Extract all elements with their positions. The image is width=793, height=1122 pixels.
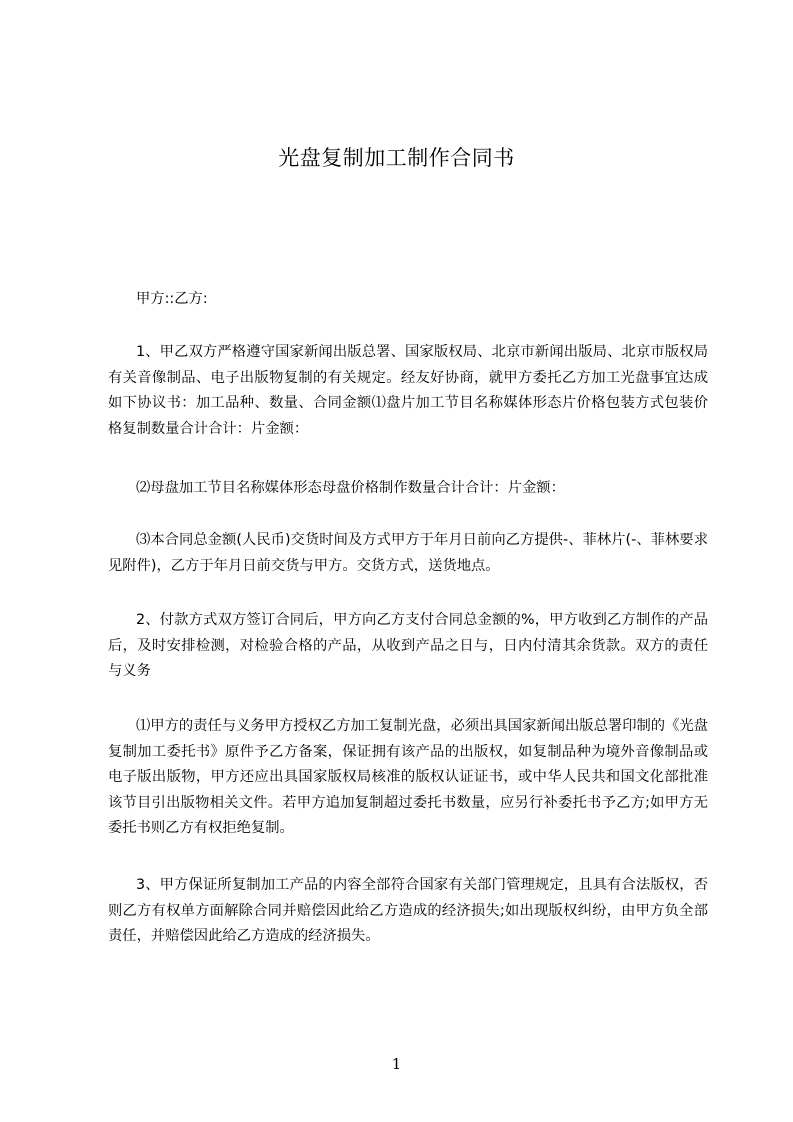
paragraph-party-a-duties: ⑴甲方的责任与义务甲方授权乙方加工复制光盘，必须出具国家新闻出版总署印制的《光盘复制加工委托书》原件予乙方备案，保证拥有该产品的出版权，如复制品种为境外音像制品或电子版出版物，甲方还应出具国家版权局核准的版权认证证书，或中华人民共和国文化部批准该节目引出版物相关文件。若甲方追加复制超过委托书数量，应另行补委托书予乙方;如甲方无委托书则乙方有权拒绝复制。 [108, 718, 708, 836]
paragraph-payment: 2、付款方式双方签订合同后，甲方向乙方支付合同总金额的%，甲方收到乙方制作的产品后，及时安排检测，对检验合格的产品，从收到产品之日与，日内付清其余货款。双方的责任与义务 [108, 612, 708, 679]
paragraph-master-disc: ⑵母盘加工节目名称媒体形态母盘价格制作数量合计合计：片金额： [136, 480, 565, 496]
page-number: 1 [391, 1055, 402, 1073]
paragraph-regulations: 1、甲乙双方严格遵守国家新闻出版总署、国家版权局、北京市新闻出版局、北京市版权局有关音像制品、电子出版物复制的有关规定。经友好协商，就甲方委托乙方加工光盘事宜达成如下协议书：加工品种、数量、合同金额⑴盘片加工节目名称媒体形态片价格包装方式包装价格复制数量合计合计：片金额： [108, 344, 708, 437]
paragraph-total-amount: ⑶本合同总金额(人民币)交货时间及方式甲方于年月日前向乙方提供-、菲林片(-、菲林要求见附件)，乙方于年月日前交货与甲方。交货方式，送货地点。 [108, 532, 708, 574]
paragraph-copyright-guarantee: 3、甲方保证所复制加工产品的内容全部符合国家有关部门管理规定，且具有合法版权，否则乙方有权单方面解除合同并赔偿因此给乙方造成的经济损失;如出现版权纠纷，由甲方负全部责任，并赔偿因此给乙方造成的经济损失。 [108, 877, 708, 944]
document-title: 光盘复制加工制作合同书 [278, 146, 515, 170]
party-line: 甲方::乙方: [136, 291, 208, 307]
